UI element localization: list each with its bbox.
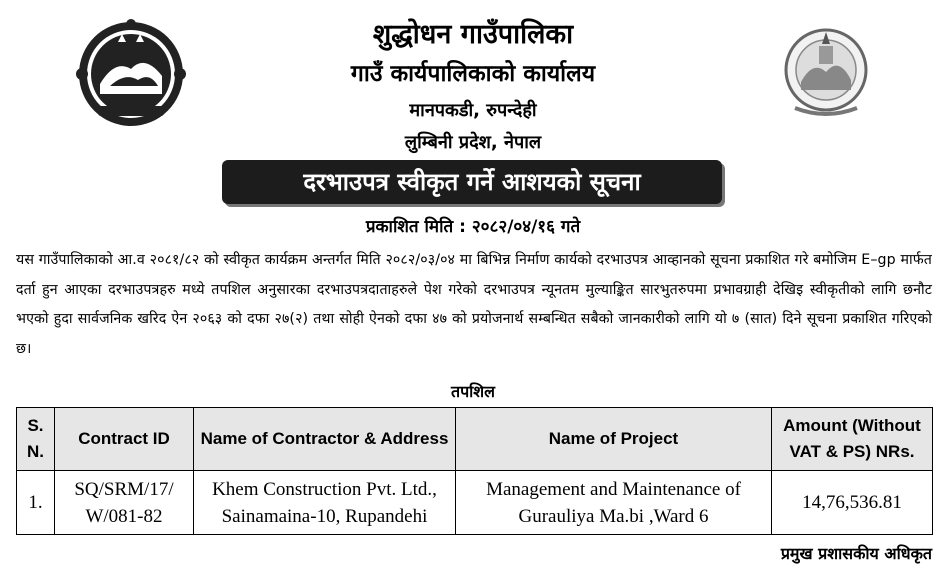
cell-contract-id: SQ/SRM/17/ W/081-82 (55, 471, 194, 535)
office-address: मानपकडी, रुपन्देही (409, 100, 537, 121)
cell-contractor: Khem Construction Pvt. Ltd., Sainamaina-10, Rupandehi (194, 471, 456, 535)
col-header-sn: S. N. (17, 408, 55, 471)
table-header-row (17, 408, 933, 471)
province-country: लुम्बिनी प्रदेश, नेपाल (404, 132, 542, 153)
notice-title: दरभाउपत्र स्वीकृत गर्ने आशयको सूचना (222, 160, 722, 204)
schedule-label: तपशिल (450, 382, 496, 401)
col-header-amount: Amount (Without VAT & PS) NRs. (772, 408, 933, 471)
cell-project: Management and Maintenance of Gurauliya Ma.bi ,Ward 6 (456, 471, 772, 535)
office-name: गाउँ कार्यपालिकाको कार्यालय (350, 61, 596, 87)
published-date: प्रकाशित मिति : २०८२/०४/१६ गते (365, 217, 581, 237)
notice-body: यस गाउँपालिकाको आ.व २०८१/८२ को स्वीकृत कार्यक्रम अन्तर्गत मिति २०८२/०३/०४ मा बिभिन्न निर्माण कार्यको दरभाउपत्र आव्हानको सूचना प्रकाशित गरे बमोजिम E–gp मार्फत दर्ता हुन आएका दरभाउपत्रहरु मध्ये तपशिल अनुसारका दरभाउपत्रदाताहरुले पेश गरेको दरभाउपत्र न्यूनतम मुल्याङ्कित सारभुतरुपमा प्रभावग्राही देखिइ स्वीकृतीको लागि छनौट भएको हुदा सार्वजनिक खरिद ऐन २०६३ को दफा २७(२) तथा सोही ऐनको दफा ४७ को प्रयोजनार्थ सम्बन्धित सबैको जानकारीको लागि यो ७ (सात) दिने सूचना प्रकाशित गरिएको छ। (16, 252, 932, 357)
col-header-project: Name of Project (456, 408, 772, 471)
table-row (17, 471, 933, 535)
signatory-title: प्रमुख प्रशासकीय अधिकृत (780, 544, 932, 563)
cell-sn: 1. (17, 471, 55, 535)
col-header-contractor: Name of Contractor & Address (194, 408, 456, 471)
municipality-name: शुद्धोधन गाउँपालिका (372, 19, 574, 50)
cell-amount: 14,76,536.81 (772, 471, 933, 535)
award-table (16, 407, 933, 535)
col-header-contract-id: Contract ID (55, 408, 194, 471)
